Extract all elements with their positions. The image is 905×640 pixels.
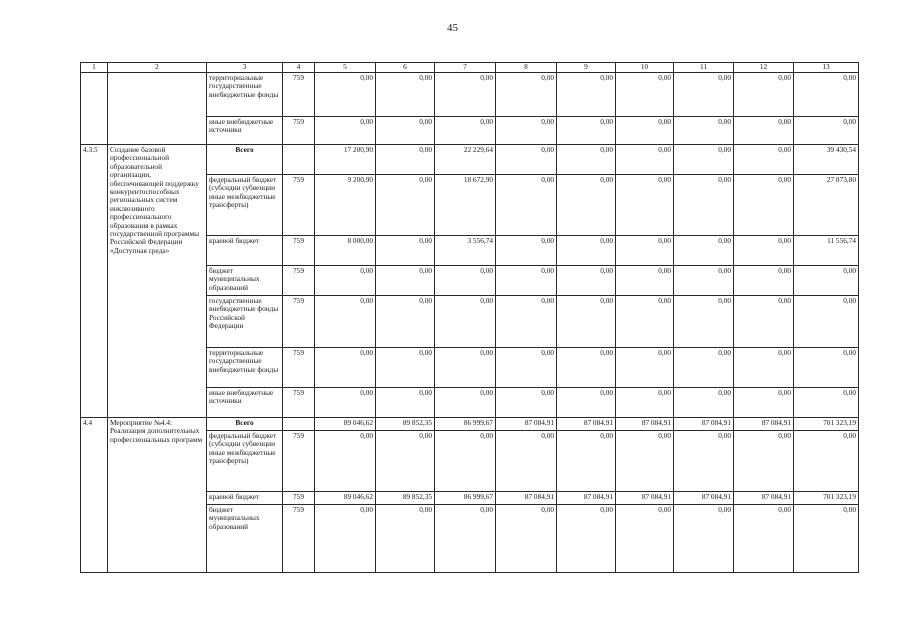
year-value-cell: 0,00: [496, 296, 557, 348]
total-value-cell: 0,00: [794, 505, 859, 573]
year-value-cell: 0,00: [674, 431, 734, 492]
year-value-cell: 0,00: [315, 431, 376, 492]
funding-source-cell: территориальные государственные внебюджетные фонды: [207, 348, 283, 388]
funding-source-cell: Всего: [207, 418, 283, 431]
funding-source-cell: краевой бюджет: [207, 236, 283, 266]
year-value-cell: 0,00: [616, 175, 674, 236]
year-value-cell: 0,00: [435, 296, 496, 348]
year-value-cell: 0,00: [616, 348, 674, 388]
year-value-cell: 0,00: [557, 348, 616, 388]
year-value-cell: 0,00: [496, 348, 557, 388]
year-value-cell: 86 999,67: [435, 418, 496, 431]
year-value-cell: 87 084,91: [557, 492, 616, 505]
kbk-code-cell: 759: [283, 296, 315, 348]
column-header: 8: [496, 63, 557, 73]
year-value-cell: 0,00: [734, 388, 794, 418]
year-value-cell: 87 084,91: [674, 492, 734, 505]
year-value-cell: 0,00: [557, 266, 616, 296]
year-value-cell: 0,00: [734, 505, 794, 573]
year-value-cell: 0,00: [734, 117, 794, 145]
funding-source-cell: федеральный бюджет (субсидии субвенции иные межбюджетные трансферты): [207, 175, 283, 236]
year-value-cell: 0,00: [315, 388, 376, 418]
year-value-cell: 0,00: [376, 505, 435, 573]
year-value-cell: 0,00: [376, 73, 435, 117]
year-value-cell: 0,00: [616, 388, 674, 418]
funding-source-cell: краевой бюджет: [207, 492, 283, 505]
page-number: 45: [447, 22, 458, 34]
year-value-cell: 0,00: [557, 175, 616, 236]
year-value-cell: 0,00: [496, 175, 557, 236]
item-code-cell: 4.3.5: [81, 145, 108, 418]
year-value-cell: 0,00: [435, 348, 496, 388]
year-value-cell: 0,00: [315, 505, 376, 573]
column-header: 1: [81, 63, 108, 73]
kbk-code-cell: 759: [283, 431, 315, 492]
year-value-cell: 87 084,91: [496, 418, 557, 431]
year-value-cell: 87 084,91: [557, 418, 616, 431]
year-value-cell: 0,00: [616, 117, 674, 145]
year-value-cell: 0,00: [435, 73, 496, 117]
funding-source-cell: государственные внебюджетные фонды Российской Федерации: [207, 296, 283, 348]
year-value-cell: 0,00: [674, 117, 734, 145]
year-value-cell: 17 200,90: [315, 145, 376, 175]
year-value-cell: 0,00: [616, 145, 674, 175]
year-value-cell: 89 046,62: [315, 418, 376, 431]
funding-source-cell: иные внебюджетные источники: [207, 117, 283, 145]
year-value-cell: 0,00: [557, 236, 616, 266]
funding-source-cell: бюджет муниципальных образований: [207, 266, 283, 296]
item-name-cell: Мероприятие №4.4: Реализация дополнительных профессиональных программ: [108, 418, 207, 573]
year-value-cell: 0,00: [674, 73, 734, 117]
year-value-cell: 0,00: [376, 175, 435, 236]
year-value-cell: 0,00: [315, 348, 376, 388]
kbk-code-cell: 759: [283, 492, 315, 505]
year-value-cell: 0,00: [674, 388, 734, 418]
year-value-cell: 0,00: [616, 73, 674, 117]
table-row: [81, 73, 859, 117]
year-value-cell: 0,00: [315, 296, 376, 348]
year-value-cell: 87 084,91: [734, 418, 794, 431]
year-value-cell: 0,00: [616, 296, 674, 348]
year-value-cell: 0,00: [616, 431, 674, 492]
year-value-cell: 0,00: [674, 175, 734, 236]
year-value-cell: 0,00: [496, 505, 557, 573]
year-value-cell: 0,00: [616, 236, 674, 266]
year-value-cell: 87 084,91: [674, 418, 734, 431]
total-value-cell: 0,00: [794, 117, 859, 145]
year-value-cell: 0,00: [557, 296, 616, 348]
table-row: [81, 145, 859, 175]
year-value-cell: 0,00: [734, 73, 794, 117]
column-header: 5: [315, 63, 376, 73]
year-value-cell: 22 229,64: [435, 145, 496, 175]
year-value-cell: 0,00: [376, 266, 435, 296]
year-value-cell: 0,00: [496, 117, 557, 145]
total-value-cell: 0,00: [794, 73, 859, 117]
kbk-code-cell: [283, 418, 315, 431]
year-value-cell: 0,00: [376, 236, 435, 266]
kbk-code-cell: 759: [283, 175, 315, 236]
year-value-cell: 89 046,62: [315, 492, 376, 505]
year-value-cell: 0,00: [734, 431, 794, 492]
year-value-cell: 0,00: [557, 117, 616, 145]
column-header: 10: [616, 63, 674, 73]
budget-table: [80, 62, 859, 573]
year-value-cell: 0,00: [674, 348, 734, 388]
kbk-code-cell: [283, 145, 315, 175]
year-value-cell: 0,00: [496, 145, 557, 175]
column-header: 9: [557, 63, 616, 73]
item-code-cell: [81, 73, 108, 145]
funding-source-cell: Всего: [207, 145, 283, 175]
year-value-cell: 0,00: [557, 145, 616, 175]
year-value-cell: 0,00: [315, 266, 376, 296]
year-value-cell: 0,00: [376, 296, 435, 348]
year-value-cell: 0,00: [734, 175, 794, 236]
funding-source-cell: иные внебюджетные источники: [207, 388, 283, 418]
year-value-cell: 89 852,35: [376, 492, 435, 505]
kbk-code-cell: 759: [283, 266, 315, 296]
year-value-cell: 0,00: [435, 431, 496, 492]
column-header: 3: [207, 63, 283, 73]
item-code-cell: 4.4: [81, 418, 108, 573]
total-value-cell: 0,00: [794, 348, 859, 388]
year-value-cell: 0,00: [674, 296, 734, 348]
year-value-cell: 87 084,91: [616, 418, 674, 431]
funding-source-cell: федеральный бюджет (субсидии субвенции иные межбюджетные трансферты): [207, 431, 283, 492]
year-value-cell: 86 999,67: [435, 492, 496, 505]
kbk-code-cell: 759: [283, 388, 315, 418]
year-value-cell: 0,00: [557, 431, 616, 492]
funding-source-cell: бюджет муниципальных образований: [207, 505, 283, 573]
year-value-cell: 0,00: [674, 145, 734, 175]
year-value-cell: 0,00: [315, 117, 376, 145]
year-value-cell: 89 852,35: [376, 418, 435, 431]
total-value-cell: 701 323,19: [794, 418, 859, 431]
year-value-cell: 87 084,91: [734, 492, 794, 505]
kbk-code-cell: 759: [283, 505, 315, 573]
total-value-cell: 0,00: [794, 431, 859, 492]
year-value-cell: 0,00: [674, 266, 734, 296]
year-value-cell: 0,00: [674, 505, 734, 573]
column-header: 13: [794, 63, 859, 73]
kbk-code-cell: 759: [283, 73, 315, 117]
total-value-cell: 39 430,54: [794, 145, 859, 175]
column-header: 4: [283, 63, 315, 73]
year-value-cell: 0,00: [557, 73, 616, 117]
table-header-row: [81, 63, 859, 73]
total-value-cell: 0,00: [794, 266, 859, 296]
year-value-cell: 0,00: [315, 73, 376, 117]
column-header: 12: [734, 63, 794, 73]
year-value-cell: 0,00: [435, 266, 496, 296]
year-value-cell: 0,00: [496, 73, 557, 117]
year-value-cell: 0,00: [616, 266, 674, 296]
column-header: 6: [376, 63, 435, 73]
year-value-cell: 0,00: [496, 266, 557, 296]
kbk-code-cell: 759: [283, 348, 315, 388]
year-value-cell: 0,00: [557, 388, 616, 418]
year-value-cell: 0,00: [376, 388, 435, 418]
year-value-cell: 18 672,90: [435, 175, 496, 236]
year-value-cell: 0,00: [616, 505, 674, 573]
year-value-cell: 0,00: [734, 145, 794, 175]
year-value-cell: 0,00: [376, 348, 435, 388]
year-value-cell: 0,00: [376, 431, 435, 492]
total-value-cell: 11 556,74: [794, 236, 859, 266]
year-value-cell: 0,00: [734, 348, 794, 388]
column-header: 7: [435, 63, 496, 73]
year-value-cell: 0,00: [435, 117, 496, 145]
year-value-cell: 0,00: [435, 505, 496, 573]
year-value-cell: 0,00: [496, 388, 557, 418]
year-value-cell: 0,00: [557, 505, 616, 573]
total-value-cell: 27 873,80: [794, 175, 859, 236]
year-value-cell: 87 084,91: [616, 492, 674, 505]
kbk-code-cell: 759: [283, 236, 315, 266]
year-value-cell: 0,00: [435, 388, 496, 418]
funding-source-cell: территориальные государственные внебюджетные фонды: [207, 73, 283, 117]
year-value-cell: 0,00: [674, 236, 734, 266]
item-name-cell: [108, 73, 207, 145]
year-value-cell: 3 556,74: [435, 236, 496, 266]
column-header: 2: [108, 63, 207, 73]
column-header: 11: [674, 63, 734, 73]
year-value-cell: 0,00: [376, 117, 435, 145]
year-value-cell: 0,00: [376, 145, 435, 175]
table-row: [81, 418, 859, 431]
year-value-cell: 87 084,91: [496, 492, 557, 505]
year-value-cell: 8 000,00: [315, 236, 376, 266]
year-value-cell: 9 200,90: [315, 175, 376, 236]
year-value-cell: 0,00: [734, 236, 794, 266]
total-value-cell: 0,00: [794, 296, 859, 348]
total-value-cell: 0,00: [794, 388, 859, 418]
year-value-cell: 0,00: [734, 296, 794, 348]
year-value-cell: 0,00: [496, 431, 557, 492]
year-value-cell: 0,00: [734, 266, 794, 296]
year-value-cell: 0,00: [496, 236, 557, 266]
item-name-cell: Создание базовой профессиональной образовательной организации, обеспечивающей поддержку конкурентоспособных региональных систем инклюзивного профессионального образования в рамках государственной программы Российской Федерации «Доступная среда»: [108, 145, 207, 418]
total-value-cell: 701 323,19: [794, 492, 859, 505]
kbk-code-cell: 759: [283, 117, 315, 145]
